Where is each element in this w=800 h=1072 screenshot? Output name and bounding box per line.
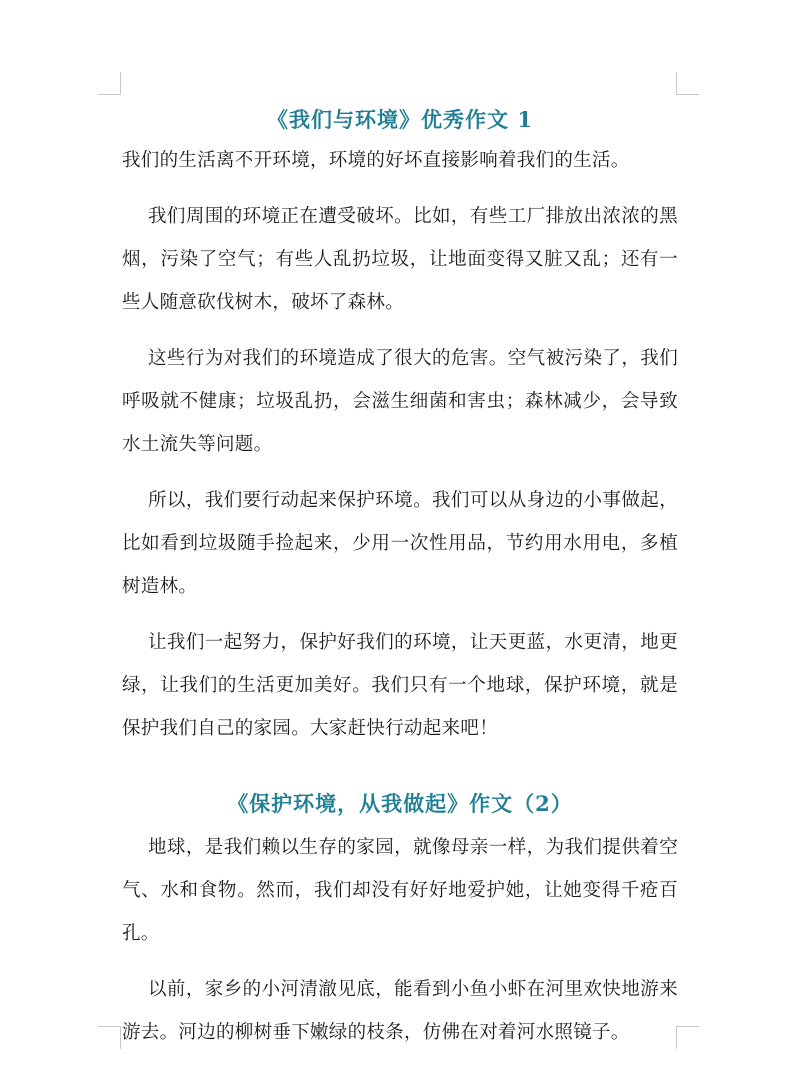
essay-title-2: 《保护环境，从我做起》作文（2） <box>227 791 573 816</box>
crop-mark-top-right <box>676 72 699 95</box>
crop-mark-bottom-left <box>98 1026 121 1049</box>
crop-mark-top-left <box>98 72 121 95</box>
document-body <box>122 96 678 1067</box>
essay-title-1: 《我们与环境》优秀作文 1 <box>267 107 533 132</box>
essay-2-paragraph-1: 地球，是我们赖以生存的家园，就像母亲一样，为我们提供着空气、水和食物。然而，我们却没有好好地爱护她，让她变得千疮百孔。 <box>122 837 678 944</box>
essay-1-paragraph-1: 我们的生活离不开环境，环境的好坏直接影响着我们的生活。 <box>122 150 630 171</box>
essay-1-paragraph-5: 让我们一起努力，保护好我们的环境，让天更蓝，水更清，地更绿，让我们的生活更加美好。我们只有一个地球，保护环境，就是保护我们自己的家园。大家赶快行动起来吧！ <box>122 632 678 739</box>
essay-2-paragraph-2: 以前，家乡的小河清澈见底，能看到小鱼小虾在河里欢快地游来游去。河边的柳树垂下嫩绿的枝条，仿佛在对着河水照镜子。 <box>122 979 678 1043</box>
essay-1-paragraph-2: 我们周围的环境正在遭受破坏。比如，有些工厂排放出浓浓的黑烟，污染了空气；有些人乱扔垃圾，让地面变得又脏又乱；还有一些人随意砍伐树木，破坏了森林。 <box>122 206 678 313</box>
essay-1-paragraph-3: 这些行为对我们的环境造成了很大的危害。空气被污染了，我们呼吸就不健康；垃圾乱扔，会滋生细菌和害虫；森林减少，会导致水土流失等问题。 <box>122 348 678 455</box>
crop-mark-bottom-right <box>676 1026 699 1049</box>
essay-1-paragraph-4: 所以，我们要行动起来保护环境。我们可以从身边的小事做起，比如看到垃圾随手捡起来，少用一次性用品，节约用水用电，多植树造林。 <box>122 490 678 597</box>
